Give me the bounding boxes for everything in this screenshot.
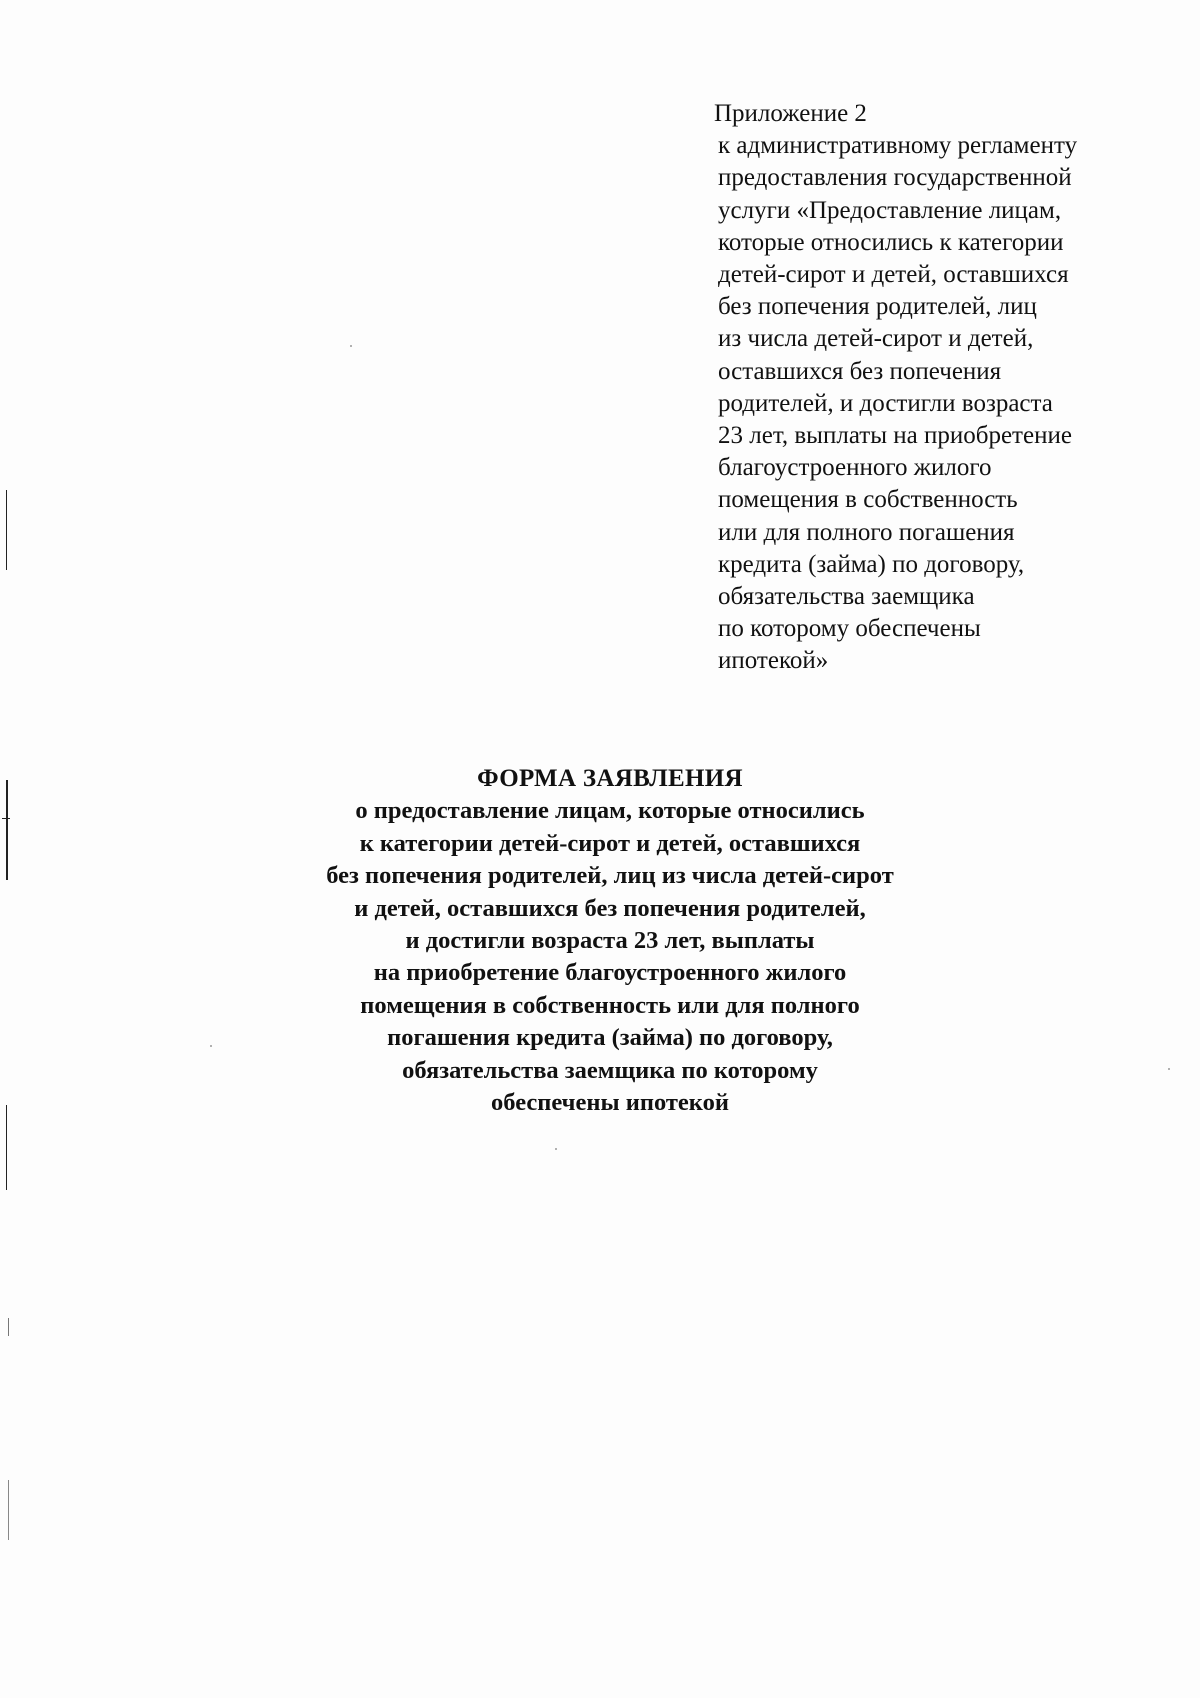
appendix-line: обязательства заемщика	[718, 583, 975, 611]
scan-speck	[350, 345, 352, 347]
form-subtitle-line: погашения кредита (займа) по договору,	[387, 1024, 833, 1052]
scan-artifact-left-2	[6, 780, 8, 880]
appendix-line: благоустроенного жилого	[718, 454, 992, 482]
scan-artifact-left-4	[6, 1105, 7, 1190]
scan-artifact-left-5	[8, 1318, 9, 1336]
form-subtitle-line: на приобретение благоустроенного жилого	[373, 959, 847, 987]
form-subtitle-line: без попечения родителей, лиц из числа детей-сирот	[326, 862, 894, 890]
appendix-line: к административному регламенту	[718, 132, 1078, 160]
appendix-line: или для полного погашения	[718, 518, 1015, 546]
appendix-title: Приложение 2	[714, 100, 867, 127]
appendix-line: оставшихся без попечения	[718, 357, 1002, 385]
appendix-line: детей-сирот и детей, оставшихся	[718, 261, 1069, 289]
form-subtitle-line: помещения в собственность или для полного	[360, 991, 860, 1019]
appendix-line: из числа детей-сирот и детей,	[718, 325, 1034, 353]
appendix-line: родителей, и достигли возраста	[718, 389, 1053, 417]
appendix-line: 23 лет, выплаты на приобретение	[718, 422, 1072, 450]
appendix-line: ипотекой»	[718, 647, 829, 675]
form-subtitle-line: о предоставление лицам, которые относились	[355, 797, 865, 825]
scan-artifact-left-6	[8, 1480, 9, 1540]
form-title: ФОРМА ЗАЯВЛЕНИЯ	[477, 765, 743, 792]
form-subtitle-line: обеспечены ипотекой	[491, 1089, 729, 1117]
scan-artifact-left-1	[6, 490, 7, 570]
form-subtitle-line: обязательства заемщика по которому	[402, 1056, 818, 1084]
form-header	[300, 763, 920, 1119]
appendix-line: по которому обеспечены	[718, 615, 981, 643]
appendix-block	[714, 98, 1138, 678]
scan-speck	[555, 1148, 557, 1150]
scan-speck	[1168, 1068, 1170, 1070]
appendix-line: предоставления государственной	[718, 164, 1072, 192]
form-subtitle-line: и достигли возраста 23 лет, выплаты	[405, 927, 815, 955]
form-subtitle-line: и детей, оставшихся без попечения родителей,	[354, 894, 866, 922]
appendix-line: услуги «Предоставление лицам,	[718, 196, 1062, 224]
scan-speck	[210, 1045, 212, 1047]
appendix-line: кредита (займа) по договору,	[718, 550, 1025, 578]
appendix-line: без попечения родителей, лиц	[718, 293, 1037, 321]
form-subtitle-line: к категории детей-сирот и детей, оставшихся	[359, 829, 861, 857]
appendix-line: помещения в собственность	[718, 486, 1018, 514]
scan-artifact-left-3	[2, 818, 10, 819]
appendix-line: которые относились к категории	[718, 228, 1064, 256]
